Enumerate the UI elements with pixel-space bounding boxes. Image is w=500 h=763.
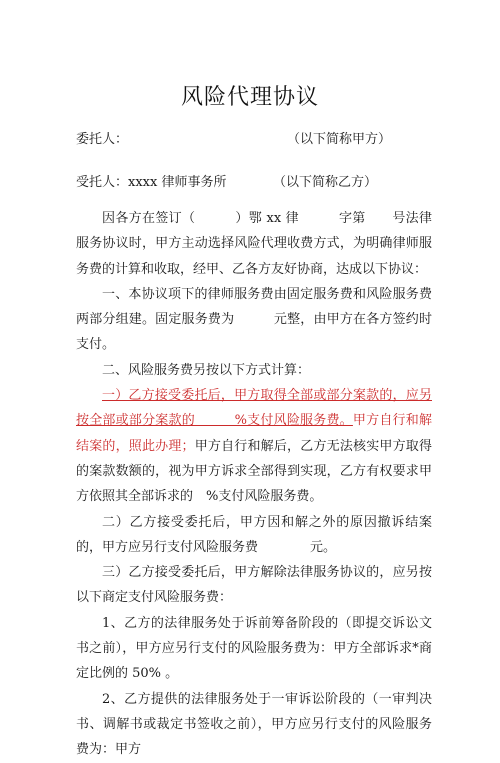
- clause-1-paragraph: 一、本协议项下的律师服务费由固定服务费和风险服务费两部分组建。固定服务费为 元整，由甲方在各方签约时支付。: [76, 286, 432, 353]
- clause-2-1-paragraph: [76, 383, 432, 509]
- highlighted-text: 一）乙方接受委托后，甲方取得全部或部分案款的，应另按全部或部分案款的 %支付风险服务费。: [76, 388, 432, 429]
- clause-2-3-paragraph: 三）乙方接受委托后，甲方解除法律服务协议的，应另按以下商定支付风险服务费：: [76, 565, 432, 606]
- clause-2-heading: 二、风险服务费另按以下方式计算：: [102, 362, 311, 378]
- highlighted-text-2: 甲方自行和解结案的，照此办理；: [76, 413, 432, 454]
- document-title: 风险代理协议: [180, 85, 319, 110]
- clause-2-3-2-paragraph: 2、乙方提供的法律服务处于一审诉讼阶段的（一审判决书、调解书或裁定书签收之前），甲方应另行支付的风险服务费为：甲方: [76, 691, 432, 758]
- agreement-body: [76, 206, 432, 763]
- agent-label: 受托人：xxxx 律师事务所: [76, 175, 227, 190]
- clause-2-2-paragraph: 二）乙方接受委托后，甲方因和解之外的原因撤诉结案的，甲方应另行支付风险服务费 元。: [76, 514, 432, 555]
- client-alias: （以下简称甲方）: [287, 132, 392, 147]
- clause-2-3-1-paragraph: 1、乙方的法律服务处于诉前筹备阶段的（即提交诉讼文书之前），甲方应另行支付的风险服务费为：甲方全部诉求*商定比例的 50% 。: [76, 615, 432, 682]
- agent-alias: （以下简称乙方）: [273, 175, 378, 190]
- client-label: 委托人：: [76, 132, 129, 147]
- intro-paragraph: 因各方在签订（ ）鄂 xx 律 字第 号法律服务协议时，甲方主动选择风险代理收费方式，为明确律师服务费的计算和收取，经甲、乙各方友好协商，达成以下协议：: [76, 211, 432, 277]
- clause-2-1-rest: 甲方自行和解后，乙方无法核实甲方取得的案款数额的，视为甲方诉求全部得到实现，乙方有权要求甲方依照其全部诉求的 %支付风险服务费。: [76, 438, 432, 505]
